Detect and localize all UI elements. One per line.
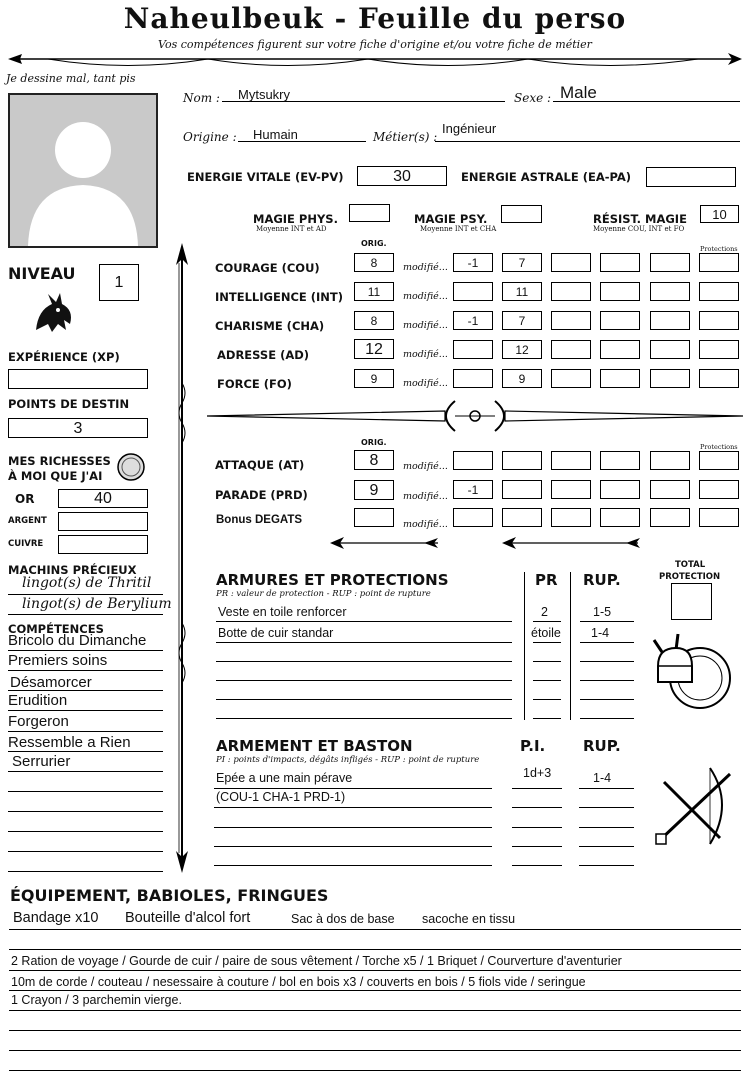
ruled-line xyxy=(8,614,163,615)
combat-orig-header: ORIG. xyxy=(361,438,387,447)
stat-mod4-cou[interactable] xyxy=(600,253,640,272)
origine-label: Origine : xyxy=(183,130,237,144)
armure-row-2-name: Botte de cuir standar xyxy=(218,626,334,640)
stat-orig-cou[interactable]: 8 xyxy=(354,253,394,272)
metier-value: Ingénieur xyxy=(442,121,497,136)
stats-orig-header: ORIG. xyxy=(361,239,387,248)
stat-modifie-cha: modifié... xyxy=(403,320,448,331)
combat-mod3-at[interactable] xyxy=(551,451,591,470)
stat-prot-fo[interactable] xyxy=(699,369,739,388)
magie-phys-box[interactable] xyxy=(349,204,390,222)
armure-row-2-pr: étoile xyxy=(531,626,561,640)
competence-item-1: Bricolo du Dimanche xyxy=(8,632,147,649)
combat-mod5-at[interactable] xyxy=(650,451,690,470)
ev-box[interactable]: 30 xyxy=(357,166,447,186)
nom-value: Mytsukry xyxy=(238,87,290,102)
destin-box[interactable]: 3 xyxy=(8,418,148,438)
stat-mod3-cou[interactable] xyxy=(551,253,591,272)
ruled-line xyxy=(9,949,741,950)
stat-mod3-fo[interactable] xyxy=(551,369,591,388)
armement-note: PI : points d'impacts, dégâts infligés - RUP : point de rupture xyxy=(216,755,480,765)
sheet-title: Naheulbeuk - Feuille du perso xyxy=(123,2,627,35)
stat-mod4-ad[interactable] xyxy=(600,340,640,359)
spear-ornament xyxy=(172,243,192,873)
competence-item-3: Désamorcer xyxy=(10,674,92,691)
combat-orig-degats[interactable] xyxy=(354,508,394,527)
combat-prot-degats[interactable] xyxy=(699,508,739,527)
ruled-line xyxy=(533,680,561,681)
stat-mod5-int[interactable] xyxy=(650,282,690,301)
or-label: OR xyxy=(15,492,35,506)
richesses-label-1: MES RICHESSES xyxy=(8,454,111,468)
combat-mod2-prd[interactable] xyxy=(502,480,542,499)
sword-divider-ornament xyxy=(205,398,745,434)
stat-label-int: INTELLIGENCE (INT) xyxy=(215,290,344,304)
stat-modifie-int: modifié... xyxy=(403,291,448,302)
ruled-line xyxy=(8,871,163,872)
competence-item-4: Erudition xyxy=(8,692,68,709)
ruled-line xyxy=(8,791,163,792)
ruled-line xyxy=(9,1030,741,1031)
ruled-line xyxy=(214,865,492,866)
ruled-line xyxy=(580,680,634,681)
ea-box[interactable] xyxy=(646,167,736,187)
argent-box[interactable] xyxy=(58,512,148,531)
ruled-line xyxy=(9,990,741,991)
stat-orig-int[interactable]: 11 xyxy=(354,282,394,301)
combat-modifie-degats: modifié... xyxy=(403,519,448,530)
competence-item-2: Premiers soins xyxy=(8,652,108,669)
magie-psy-box[interactable] xyxy=(501,205,542,223)
nom-label: Nom : xyxy=(183,91,220,105)
ruled-line xyxy=(8,731,163,732)
ruled-line xyxy=(8,690,163,691)
stat-orig-fo[interactable]: 9 xyxy=(354,369,394,388)
combat-protections-header: Protections xyxy=(700,443,738,451)
combat-mod4-prd[interactable] xyxy=(600,480,640,499)
stat-mod5-cou[interactable] xyxy=(650,253,690,272)
ruled-line xyxy=(8,650,163,651)
stat-mod2-fo[interactable]: 9 xyxy=(502,369,542,388)
equip-line1-b: Bouteille d'alcol fort xyxy=(125,910,251,926)
niveau-label: NIVEAU xyxy=(8,264,76,283)
stat-orig-ad[interactable]: 12 xyxy=(354,339,394,359)
combat-mod1-degats[interactable] xyxy=(453,508,493,527)
experience-label: EXPÉRIENCE (XP) xyxy=(8,350,120,364)
stat-prot-cou[interactable] xyxy=(699,253,739,272)
stat-label-fo: FORCE (FO) xyxy=(217,377,292,391)
metier-label: Métier(s) : xyxy=(373,130,438,144)
stat-modifie-cou: modifié... xyxy=(403,262,448,273)
combat-mod2-at[interactable] xyxy=(502,451,542,470)
armures-title: ARMURES ET PROTECTIONS xyxy=(216,571,449,589)
sheet-subtitle: Vos compétences figurent sur votre fiche d'origine et/ou votre fiche de métier xyxy=(158,38,592,51)
stat-mod3-ad[interactable] xyxy=(551,340,591,359)
ruled-line xyxy=(579,807,634,808)
ruled-line xyxy=(512,788,562,789)
combat-prot-prd[interactable] xyxy=(699,480,739,499)
armure-row-1-rup: 1-5 xyxy=(593,605,612,619)
ruled-line xyxy=(9,929,741,930)
ruled-line xyxy=(9,1050,741,1051)
stat-mod5-fo[interactable] xyxy=(650,369,690,388)
stat-orig-cha[interactable]: 8 xyxy=(354,311,394,330)
combat-mod3-prd[interactable] xyxy=(551,480,591,499)
equip-line1-c: Sac à dos de base xyxy=(291,912,395,926)
stat-mod5-ad[interactable] xyxy=(650,340,690,359)
column-divider xyxy=(570,572,571,720)
ruled-line xyxy=(579,846,634,847)
argent-label: ARGENT xyxy=(8,516,47,526)
stat-mod1-ad[interactable] xyxy=(453,340,493,359)
stat-mod1-cha[interactable]: -1 xyxy=(453,311,493,330)
column-divider xyxy=(524,572,525,720)
stat-prot-cha[interactable] xyxy=(699,311,739,330)
portrait-frame[interactable] xyxy=(8,93,158,248)
ruled-line xyxy=(512,807,562,808)
ruled-line xyxy=(580,718,634,719)
arrow-ornament-left xyxy=(330,536,440,550)
armure-row-2-rup: 1-4 xyxy=(591,626,610,640)
header-arrow-ornament xyxy=(8,50,742,72)
equip-line3: 10m de corde / couteau / nesessaire à couture / bol en bois x3 / couverts en bois / 5 fiols vide / seringue xyxy=(11,975,586,989)
cuivre-box[interactable] xyxy=(58,535,148,554)
ruled-line xyxy=(580,661,634,662)
ruled-line xyxy=(512,827,562,828)
stat-label-cha: CHARISME (CHA) xyxy=(215,319,325,333)
stat-label-cou: COURAGE (COU) xyxy=(215,261,320,275)
ruled-line xyxy=(580,699,634,700)
ev-label: ENERGIE VITALE (EV-PV) xyxy=(187,170,344,184)
stat-mod3-int[interactable] xyxy=(551,282,591,301)
stat-mod1-fo[interactable] xyxy=(453,369,493,388)
stat-mod5-cha[interactable] xyxy=(650,311,690,330)
ruled-line xyxy=(216,680,512,681)
arme-row-1-rup: 1-4 xyxy=(593,771,612,785)
ruled-line xyxy=(8,670,163,671)
armure-row-1-name: Veste en toile renforcer xyxy=(218,605,347,619)
ruled-line xyxy=(533,621,561,622)
combat-mod4-degats[interactable] xyxy=(600,508,640,527)
ruled-line xyxy=(533,642,561,643)
equipement-title: ÉQUIPEMENT, BABIOLES, FRINGUES xyxy=(10,886,329,905)
sexe-label: Sexe : xyxy=(514,91,552,105)
stat-mod3-cha[interactable] xyxy=(551,311,591,330)
stat-mod2-ad[interactable]: 12 xyxy=(502,340,542,359)
ruled-line xyxy=(8,710,163,711)
stat-mod1-int[interactable] xyxy=(453,282,493,301)
stat-modifie-ad: modifié... xyxy=(403,349,448,360)
ruled-line xyxy=(8,751,163,752)
resist-magie-box[interactable]: 10 xyxy=(700,205,739,223)
combat-orig-prd[interactable]: 9 xyxy=(354,480,394,500)
arrow-ornament-right xyxy=(502,536,642,550)
combat-mod1-prd[interactable]: -1 xyxy=(453,480,493,499)
equip-line1-d: sacoche en tissu xyxy=(422,912,516,926)
equip-line4: 1 Crayon / 3 parchemin vierge. xyxy=(11,993,182,1007)
armement-col-rup: RUP. xyxy=(583,737,621,755)
competence-item-5: Forgeron xyxy=(8,713,69,730)
combat-mod5-degats[interactable] xyxy=(650,508,690,527)
ruled-line xyxy=(533,661,561,662)
arme-row-1-name: Epée a une main pérave xyxy=(216,771,353,785)
combat-mod4-at[interactable] xyxy=(600,451,640,470)
ruled-line xyxy=(8,851,163,852)
ruled-line xyxy=(8,831,163,832)
avatar-placeholder-icon xyxy=(10,95,156,246)
combat-label-at: ATTAQUE (AT) xyxy=(215,458,305,472)
ruled-line xyxy=(579,788,634,789)
ruled-line xyxy=(580,642,634,643)
total-protection-box[interactable] xyxy=(671,583,712,620)
combat-orig-at[interactable]: 8 xyxy=(354,450,394,470)
magie-psy-note: Moyenne INT et CHA xyxy=(420,225,497,233)
ruled-line xyxy=(8,811,163,812)
stat-modifie-fo: modifié... xyxy=(403,378,448,389)
ruled-line xyxy=(9,1010,741,1011)
ruled-line xyxy=(9,1070,741,1071)
arme-row-1-pi: 1d+3 xyxy=(523,766,552,780)
arme-row-2-name: (COU-1 CHA-1 PRD-1) xyxy=(216,790,346,804)
stat-mod2-cou[interactable]: 7 xyxy=(502,253,542,272)
stat-label-ad: ADRESSE (AD) xyxy=(217,348,310,362)
stat-mod4-int[interactable] xyxy=(600,282,640,301)
cuivre-label: CUIVRE xyxy=(8,539,44,549)
competences-label: COMPÉTENCES xyxy=(8,622,104,636)
precieux-item-2: lingot(s) de Berylium xyxy=(22,596,172,612)
portrait-caption: Je dessine mal, tant pis xyxy=(6,72,136,85)
armement-title: ARMEMENT ET BASTON xyxy=(216,737,413,755)
or-box[interactable]: 40 xyxy=(58,489,148,508)
precieux-label: MACHINS PRÉCIEUX xyxy=(8,563,137,577)
ruled-line xyxy=(216,661,512,662)
combat-mod1-at[interactable] xyxy=(453,451,493,470)
ruled-line xyxy=(214,788,492,789)
magie-phys-label: MAGIE PHYS. xyxy=(253,212,338,226)
origine-value: Humain xyxy=(253,127,298,142)
stat-prot-int[interactable] xyxy=(699,282,739,301)
competence-item-6: Ressemble a Rien xyxy=(8,734,131,751)
armement-col-pi: P.I. xyxy=(520,737,546,755)
weapons-bow-sword-icon xyxy=(650,764,738,850)
dragon-icon xyxy=(30,290,76,336)
equip-line2: 2 Ration de voyage / Gourde de cuir / paire de sous vêtement / Torche x5 / 1 Briquet / Courverture d'aventurier xyxy=(11,954,622,968)
ruled-line xyxy=(8,594,163,595)
experience-box[interactable] xyxy=(8,369,148,389)
combat-label-prd: PARADE (PRD) xyxy=(215,488,308,502)
stat-mod2-cha[interactable]: 7 xyxy=(502,311,542,330)
combat-mod3-degats[interactable] xyxy=(551,508,591,527)
ruled-line xyxy=(8,771,163,772)
ruled-line xyxy=(216,621,512,622)
ruled-line xyxy=(579,865,634,866)
armures-note: PR : valeur de protection - RUP : point de rupture xyxy=(216,589,431,599)
ruled-line xyxy=(533,699,561,700)
ea-label: ENERGIE ASTRALE (EA-PA) xyxy=(461,170,632,184)
sexe-value: Male xyxy=(560,83,597,102)
stat-mod1-cou[interactable]: -1 xyxy=(453,253,493,272)
ruled-line xyxy=(214,807,492,808)
ruled-line xyxy=(9,970,741,971)
stat-mod4-fo[interactable] xyxy=(600,369,640,388)
competence-item-7: Serrurier xyxy=(12,753,71,770)
ruled-line xyxy=(533,718,561,719)
richesses-label-2: À MOI QUE J'AI xyxy=(8,469,103,483)
armure-row-1-pr: 2 xyxy=(541,605,548,619)
combat-mod5-prd[interactable] xyxy=(650,480,690,499)
stat-prot-ad[interactable] xyxy=(699,340,739,359)
stats-protections-header: Protections xyxy=(700,245,738,253)
ruled-line xyxy=(216,718,512,719)
ruled-line xyxy=(214,846,492,847)
helmet-shield-icon xyxy=(648,630,734,714)
total-protection-label-2: PROTECTION xyxy=(659,572,721,582)
total-protection-label-1: TOTAL xyxy=(675,560,706,570)
ruled-line xyxy=(580,621,634,622)
ruled-line xyxy=(216,699,512,700)
ruled-line xyxy=(216,642,512,643)
niveau-box[interactable]: 1 xyxy=(99,264,139,301)
armures-col-pr: PR xyxy=(535,571,558,589)
combat-modifie-prd: modifié... xyxy=(403,491,448,502)
equip-line1-a: Bandage x10 xyxy=(13,910,99,926)
armures-col-rup: RUP. xyxy=(583,571,621,589)
resist-magie-label: RÉSIST. MAGIE xyxy=(593,212,687,226)
magie-psy-label: MAGIE PSY. xyxy=(414,212,488,226)
resist-magie-note: Moyenne COU, INT et FO xyxy=(593,225,685,233)
precieux-item-1: lingot(s) de Thritil xyxy=(22,575,152,591)
stat-mod4-cha[interactable] xyxy=(600,311,640,330)
coin-icon xyxy=(116,452,146,482)
ruled-line xyxy=(512,846,562,847)
combat-mod2-degats[interactable] xyxy=(502,508,542,527)
combat-label-degats: Bonus DEGATS xyxy=(216,514,303,526)
stat-mod2-int[interactable]: 11 xyxy=(502,282,542,301)
magie-phys-note: Moyenne INT et AD xyxy=(256,225,327,233)
destin-label: POINTS DE DESTIN xyxy=(8,397,130,411)
ruled-line xyxy=(512,865,562,866)
ruled-line xyxy=(214,827,492,828)
combat-modifie-at: modifié... xyxy=(403,461,448,472)
ruled-line xyxy=(579,827,634,828)
combat-prot-at[interactable] xyxy=(699,451,739,470)
